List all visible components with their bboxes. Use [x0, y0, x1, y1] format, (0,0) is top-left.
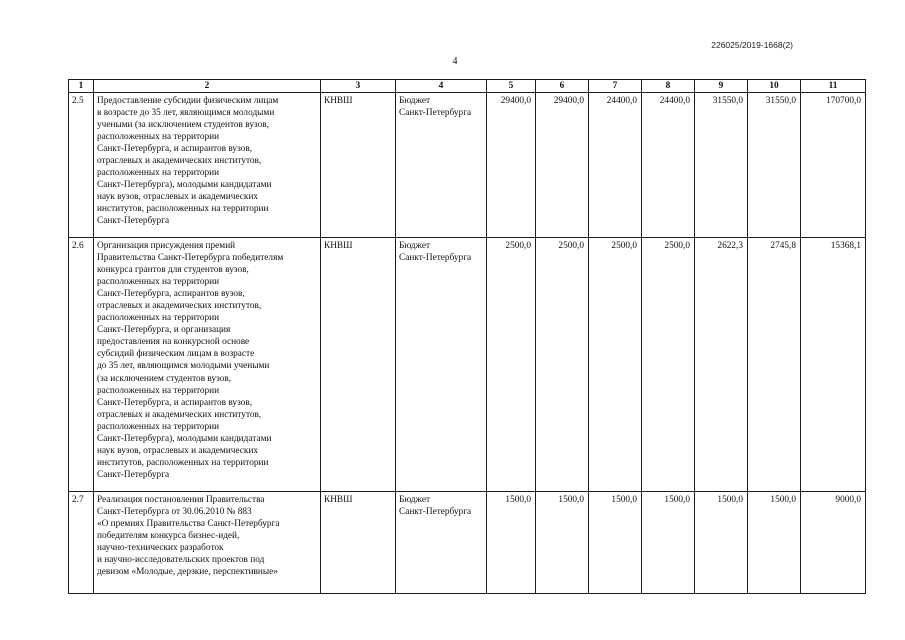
column-header: 4: [396, 80, 487, 93]
column-header: 11: [801, 80, 866, 93]
column-header: 1: [69, 80, 94, 93]
row-value: 2500,0: [487, 238, 536, 492]
row-value: 2500,0: [536, 238, 589, 492]
row-value: 1500,0: [695, 492, 748, 594]
row-description: Реализация постановления Правительства Санкт-Петербурга от 30.06.2010 № 883 «О премиях Правительства Санкт-Петербурга победителям конкурса бизнес-идей, научно-технических разработок и научно-исследовательских проектов под девизом «Молодые, дерзкие, перспективные»: [94, 492, 321, 594]
row-value: 29400,0: [536, 93, 589, 238]
column-header: 9: [695, 80, 748, 93]
row-total: 9000,0: [801, 492, 866, 594]
row-description: Организация присуждения премий Правительства Санкт-Петербурга победителям конкурса грантов для студентов вузов, расположенных на территории Санкт-Петербурга, аспирантов вузов, отраслевых и академических институтов, расположенных на территории Санкт-Петербурга, и организация предоставления на конкурсной основе субсидий физическим лицам в возрасте до 35 лет, являющимся молодыми учеными (за исключением студентов вузов, расположенных на территории Санкт-Петербурга, и аспирантов вузов, отраслевых и академических институтов, расположенных на территории Санкт-Петербурга), молодыми кандидатами наук вузов, отраслевых и академических институтов, расположенных на территории Санкт-Петербурга: [94, 238, 321, 492]
row-value: 31550,0: [695, 93, 748, 238]
row-value: 24400,0: [642, 93, 695, 238]
row-description: Предоставление субсидии физическим лицам в возрасте до 35 лет, являющимся молодыми учеными (за исключением студентов вузов, расположенных на территории Санкт-Петербурга, и аспирантов вузов, отраслевых и академических институтов, расположенных на территории Санкт-Петербурга), молодыми кандидатами наук вузов, отраслевых и академических институтов, расположенных на территории Санкт-Петербурга: [94, 93, 321, 238]
row-value: 24400,0: [589, 93, 642, 238]
row-value: 2500,0: [642, 238, 695, 492]
row-executor: КНВШ: [321, 238, 396, 492]
table-row: [69, 93, 866, 238]
table-row: [69, 238, 866, 492]
row-value: 1500,0: [642, 492, 695, 594]
row-funding-source: Бюджет Санкт-Петербурга: [396, 492, 487, 594]
column-header: 2: [94, 80, 321, 93]
column-header: 6: [536, 80, 589, 93]
page-number: 4: [452, 56, 458, 67]
row-value: 1500,0: [536, 492, 589, 594]
column-header: 7: [589, 80, 642, 93]
row-funding-source: Бюджет Санкт-Петербурга: [396, 238, 487, 492]
document-code: 226025/2019-1668(2): [711, 40, 793, 50]
column-header: 5: [487, 80, 536, 93]
row-index: 2.6: [69, 238, 94, 492]
row-value: 2500,0: [589, 238, 642, 492]
row-value: 2622,3: [695, 238, 748, 492]
row-index: 2.7: [69, 492, 94, 594]
row-total: 15368,1: [801, 238, 866, 492]
row-executor: КНВШ: [321, 492, 396, 594]
row-value: 1500,0: [487, 492, 536, 594]
column-header: 8: [642, 80, 695, 93]
row-funding-source: Бюджет Санкт-Петербурга: [396, 93, 487, 238]
row-value: 1500,0: [748, 492, 801, 594]
column-header: 10: [748, 80, 801, 93]
row-index: 2.5: [69, 93, 94, 238]
row-value: 31550,0: [748, 93, 801, 238]
row-value: 2745,8: [748, 238, 801, 492]
row-executor: КНВШ: [321, 93, 396, 238]
column-header: 3: [321, 80, 396, 93]
row-total: 170700,0: [801, 93, 866, 238]
row-value: 1500,0: [589, 492, 642, 594]
budget-table: [68, 79, 866, 594]
row-value: 29400,0: [487, 93, 536, 238]
table-row: [69, 492, 866, 594]
table-header-row: [69, 80, 866, 93]
